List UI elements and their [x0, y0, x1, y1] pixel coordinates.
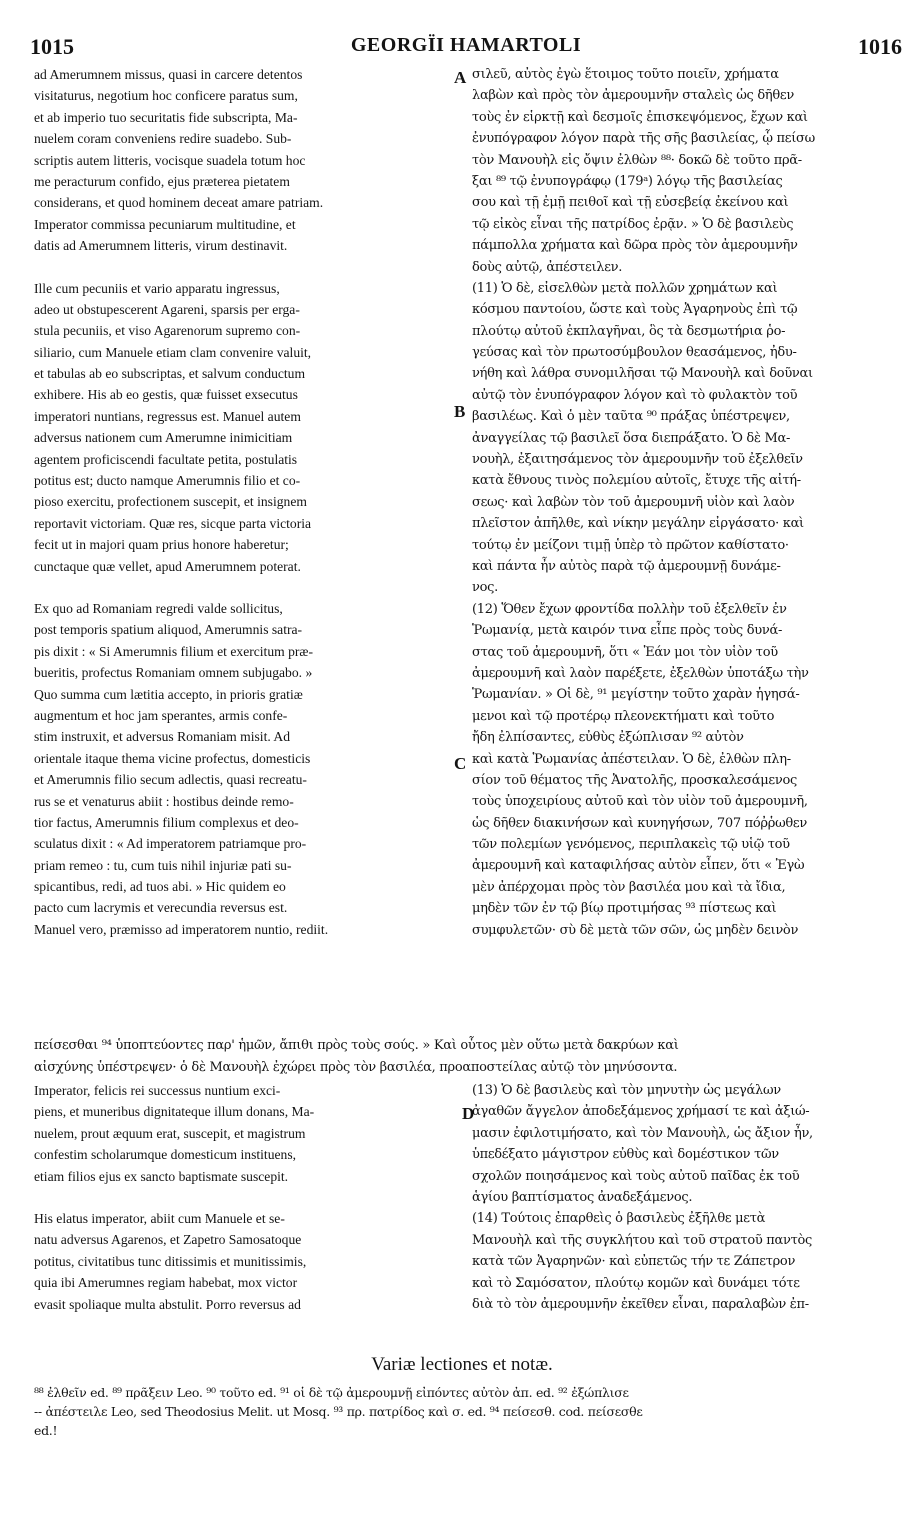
latin-text-line: siliario, cum Manuele etiam clam convenire valuit,: [34, 344, 312, 360]
greek-text-line: νήθη καὶ λάθρα συνομιλῆσαι τῷ Μανουὴλ καὶ δοῦναι: [472, 366, 813, 382]
latin-text-line: Ille cum pecuniis et vario apparatu ingressus,: [34, 280, 280, 296]
greek-text-line: σεως· καὶ λαβὼν τὸν τοῦ ἀμερουμνῆ υἱὸν καὶ λαὸν: [472, 494, 795, 510]
margin-marker-a: A: [454, 68, 467, 87]
latin-text-line: scriptis autem litteris, vocisque suadela totum hoc: [34, 152, 306, 168]
greek-text-line: δοὺς αὐτῷ, ἀπέστειλεν.: [472, 259, 623, 275]
greek-text-line: (11) Ὁ δὲ, εἰσελθὼν μετὰ πολλῶν χρημάτων καὶ: [472, 280, 778, 296]
latin-text-line: confestim scholarumque domesticum instituens,: [34, 1147, 297, 1163]
latin-text-line: quia ibi Amerumnes regiam habebat, mox victor: [34, 1275, 298, 1291]
greek-column: [472, 64, 904, 941]
greek-text-line: σχολῶν ποιησάμενος καὶ τοὺς αὐτοῦ παῖδας ἐκ τοῦ: [472, 1168, 800, 1184]
latin-text-line: pacto cum lacrymis et verecundia reversus est.: [34, 900, 288, 916]
greek-text-line: πλούτῳ αὐτοῦ ἐκπλαγῆναι, ὃς τὰ δεσμωτήρια ῥο-: [472, 323, 786, 339]
latin-text-line: rus se et venaturus abiit : hostibus deinde remo-: [34, 793, 294, 809]
note-line: -- ἀπέστειλε Leo, sed Theodosius Melit. ut Mosq. ⁹³ πρ. πατρίδος καὶ σ. ed. ⁹⁴ πείσεσθ. cod. πείσεσθε: [34, 1404, 643, 1419]
latin-text-line: stim instruxit, et adversus Romaniam misit. Ad: [34, 729, 291, 745]
full-width-line: πείσεσθαι ⁹⁴ ὑποπτεύοντες παρ' ἡμῶν, ἄπιθι πρὸς τοὺς σούς. » Καὶ οὗτος μὲν οὕτω μετὰ δακρύων καὶ: [34, 1038, 679, 1053]
paragraph-gap: [34, 1187, 454, 1208]
greek-text-line: σίον τοῦ θέματος τῆς Ἀνατολῆς, προσκαλεσάμενος: [472, 772, 797, 788]
greek-text-line: ἐνυπόγραφον λόγον παρὰ τῆς σῆς βασιλείας, ᾧ πείσω: [472, 131, 815, 147]
greek-text-line: βασιλέως. Καὶ ὁ μὲν ταῦτα ⁹⁰ πράξας ὑπέστρεψεν,: [472, 409, 790, 425]
latin-text-line: orientale itaque thema vicine profectus, domesticis: [34, 750, 311, 766]
running-header: [30, 34, 902, 60]
margin-marker-c: C: [454, 754, 467, 773]
greek-text-line: σιλεῦ, αὐτὸς ἐγὼ ἕτοιμος τοῦτο ποιεῖν, χρήματα: [472, 67, 779, 82]
latin-text-line: post temporis spatium aliquod, Amerumnis satra-: [34, 622, 303, 638]
greek-text-line: τῶν πολεμίων γενόμενος, περιπλακεὶς τῷ υἱῷ τοῦ: [472, 837, 790, 853]
greek-text-line: ἤδη ἐλπίσαντες, εὐθὺς ἐξώπλισαν ⁹² αὐτὸν: [472, 730, 744, 746]
latin-text-line: datis ad Amerumnem litteris, virum destinavit.: [34, 238, 288, 254]
paragraph-gap: [34, 257, 454, 278]
latin-text-line: cunctaque quæ vellet, apud Amerumnem poterat.: [34, 558, 301, 574]
latin-column-lower: [34, 1080, 454, 1315]
greek-text-line: Ῥωμανίαν. » Οἱ δὲ, ⁹¹ μεγίστην τοῦτο χαρὰν ἡγησά-: [472, 687, 800, 703]
latin-text-line: agentem proficiscendi facultate petita, postulatis: [34, 451, 298, 467]
latin-text-line: me peracturum confido, ejus præterea pietatem: [34, 173, 290, 189]
running-title: GEORGÏI HAMARTOLI: [350, 34, 582, 56]
latin-text-line: evasit spoliaque multa abstulit. Porro reversus ad: [34, 1296, 301, 1312]
greek-text-line: μὲν ἀπέρχομαι πρὸς τὸν βασιλέα μου καὶ τὰ ἴδια,: [472, 879, 786, 895]
greek-text-line: ξαι ⁸⁹ τῷ ἐνυπογράφῳ (179ᵃ) λόγῳ τῆς βασιλείας: [472, 173, 783, 189]
greek-text-line: κόσμου παντοίου, ὥστε καὶ τοὺς Ἀγαρηνοὺς ἐπὶ τῷ: [472, 302, 798, 318]
greek-text-line: διὰ τὸ τὸν ἀμερουμνῆν ἐκεῖθεν εἶναι, παραλαβὼν ἐπ-: [472, 1296, 809, 1312]
greek-text-line: Ῥωμανίᾳ, μετὰ καιρόν τινα εἶπε πρὸς τοὺς δυνά-: [472, 623, 783, 639]
latin-text-line: nuelem coram conveniens redire suadebo. Sub-: [34, 131, 292, 147]
greek-text-line: (12) Ὅθεν ἔχων φροντίδα πολλὴν τοῦ ἐξελθεῖν ἐν: [472, 601, 787, 617]
latin-text-line: augmentum et hoc jam sperantes, armis confe-: [34, 707, 288, 723]
greek-text-line: (14) Τούτοις ἐπαρθεὶς ὁ βασιλεὺς ἐξῆλθε μετὰ: [472, 1211, 766, 1227]
greek-text-line: λαβὼν καὶ πρὸς τὸν ἀμερουμνῆν σταλεὶς ὡς δῆθεν: [472, 88, 794, 104]
latin-text-line: etiam filios ejus ex sancto baptismate suscepit.: [34, 1168, 289, 1184]
latin-text-line: tior factus, Amerumnis filium complexus et deo-: [34, 814, 299, 830]
latin-column: [34, 64, 454, 940]
full-width-line: αἰσχύνης ὑπέστρεψεν· ὁ δὲ Μανουὴλ ἐχώρει πρὸς τὸν βασιλέα, προαποστείλας αὐτῷ τὸν μηνύσοντα.: [34, 1060, 678, 1075]
greek-text-line: νος.: [472, 580, 498, 596]
greek-text-line: αὐτῷ τὸν ἐνυπόγραφον λόγον καὶ τὸ φυλακτὸν τοῦ: [472, 387, 798, 403]
latin-text-line: considerans, et quod hominem deceat amare patriam.: [34, 195, 324, 211]
greek-text-line: ὑπεδέξατο μάγιστρον εὐθὺς καὶ δομέστικον τῶν: [472, 1147, 779, 1163]
latin-text-line: sculatus dixit : « Ad imperatorem patriamque pro-: [34, 836, 307, 852]
greek-text-line: ἀμερουμνῆ καὶ καταφιλήσας αὐτὸν εἶπεν, ὅτι « Ἐγὼ: [472, 858, 805, 874]
note-line: ed.!: [34, 1423, 58, 1438]
latin-text-line: Manuel vero, præmisso ad imperatorem nuntio, rediit.: [34, 921, 329, 937]
latin-text-line: Ex quo ad Romaniam regredi valde sollicitus,: [34, 600, 283, 616]
greek-text-line: Μανουὴλ καὶ τῆς συγκλήτου καὶ τοῦ στρατοῦ παντὸς: [472, 1232, 813, 1248]
page-number-left: 1015: [30, 34, 74, 59]
greek-text-line: τοὺς ἐν εἱρκτῇ καὶ δεσμοῖς ἐπισκεψόμενος, ἔχων καὶ: [472, 109, 808, 125]
greek-text-line: ἀμερουμνῆ καὶ λαὸν παρέξετε, ἐξελθὼν ὑποτάξω τὴν: [472, 665, 809, 681]
greek-text-line: σου καὶ τῇ ἐμῇ πειθοῖ καὶ τῇ εὐσεβείᾳ ἐκείνου καὶ: [472, 195, 789, 211]
greek-text-line: κατὰ τῶν Ἀγαρηνῶν· καὶ εὐπετῶς τήν τε Ζάπετρον: [472, 1254, 796, 1270]
notes-heading: Variæ lectiones et notæ.: [371, 1354, 553, 1375]
paragraph-gap: [34, 577, 454, 598]
latin-text-line: Quo summa cum lætitia accepto, in prioris gratiæ: [34, 686, 303, 702]
latin-text-line: priam remeo : tu, cum tuis nihil injuriæ pati su-: [34, 857, 292, 873]
latin-text-line: Imperator commissa pecuniarum multitudine, et: [34, 216, 296, 232]
greek-text-line: τὸν Μανουὴλ εἰς ὄψιν ἐλθὼν ⁸⁸· δοκῶ δὲ τοῦτο πρᾶ-: [472, 152, 802, 168]
greek-text-line: συμφυλετῶν· σὺ δὲ μετὰ τῶν σῶν, ὡς μηδὲν δεινὸν: [472, 922, 799, 938]
greek-text-line: ἀναγγείλας τῷ βασιλεῖ ὅσα διεπράξατο. Ὁ δὲ Μα-: [472, 430, 791, 446]
margin-marker-b: B: [454, 402, 466, 421]
margin-marker-d: D: [462, 1104, 475, 1123]
latin-text-line: Imperator, felicis rei successus nuntium exci-: [34, 1083, 281, 1098]
latin-text-line: potitus est; ducto namque Amerumnis filio et co-: [34, 473, 301, 489]
greek-text-line: κατὰ ἔθνους τινὸς πολεμίου αὐτοῖς, ἔτυχε τῆς αἰτή-: [472, 473, 801, 489]
latin-text-line: et ab imperio tuo securitatis fide subscripta, Ma-: [34, 109, 298, 125]
latin-text-line: natu adversus Agarenos, et Zapetro Samosatoque: [34, 1232, 302, 1248]
greek-text-line: μασιν ἐφιλοτιμήσατο, καὶ τὸν Μανουὴλ, ὡς ἄξιον ἦν,: [472, 1125, 813, 1141]
latin-text-line: exhibere. His ab eo gestis, quæ fuisset exsecutus: [34, 387, 298, 403]
latin-text-line: bueritis, profectus Romaniam omnem subjugabo. »: [34, 665, 313, 681]
latin-text-line: ad Amerumnem missus, quasi in carcere detentos: [34, 67, 303, 82]
latin-text-line: stula pecuniis, et viso Agarenorum supremo con-: [34, 323, 301, 339]
latin-text-line: adversus nationem cum Amerumne inimicitiam: [34, 430, 293, 446]
greek-text-line: τούτῳ ἐν μείζονι τιμῇ ὑπὲρ τὸ πρῶτον καθίστατο·: [472, 537, 789, 553]
greek-text-line: καὶ πάντα ἦν αὐτὸς παρὰ τῷ ἀμερουμνῇ δυνάμε-: [472, 558, 781, 574]
latin-text-line: spicantibus, redi, ad tuos abi. » Hic quidem eo: [34, 879, 286, 895]
greek-text-line: νουὴλ, ἐξαιτησάμενος τὸν ἀμερουμνῆν τοῦ ἐξελθεῖν: [472, 452, 803, 468]
greek-text-line: (13) Ὁ δὲ βασιλεὺς καὶ τὸν μηνυτὴν ὡς μεγάλων: [472, 1083, 781, 1098]
greek-text-line: τοὺς ὑποχειρίους αὐτοῦ καὶ τὸν υἱὸν τοῦ ἀμερουμνῆ,: [472, 794, 808, 810]
page-number-right: 1016: [858, 34, 902, 59]
latin-text-line: nuelem, prout æquum erat, suscepit, et magistrum: [34, 1125, 306, 1141]
latin-text-line: piens, et muneribus dignitateque illum donans, Ma-: [34, 1104, 315, 1120]
greek-text-line: μενοι καὶ τῷ προτέρῳ πλεονεκτήματι καὶ τοῦτο: [472, 708, 775, 724]
latin-text-line: pioso exercitu, profectionem suscepit, et insignem: [34, 494, 307, 510]
greek-text-line: τῷ εἰκὸς εἶναι τῆς πατρίδος ἐρᾷν. » Ὁ δὲ βασιλεὺς: [472, 216, 794, 232]
latin-text-line: adeo ut obstupescerent Agareni, sparsis per erga-: [34, 301, 300, 317]
latin-text-line: et Amerumnis filio secum adlectis, quasi recreatu-: [34, 772, 307, 788]
greek-column-lower: [472, 1080, 904, 1315]
greek-text-line: ἀγαθῶν ἄγγελον ἀποδεξάμενος χρήμασί τε καὶ ἀξιώ-: [472, 1104, 810, 1120]
latin-text-line: pis dixit : « Si Amerumnis filium et exercitum præ-: [34, 643, 314, 659]
greek-text-line: πάμπολλα χρήματα καὶ δῶρα πρὸς τὸν ἀμερουμνῆν: [472, 238, 798, 254]
greek-text-line: ἁγίου βαπτίσματος ἀναδεξάμενος.: [472, 1189, 693, 1205]
latin-text-line: reportavit victoriam. Quæ res, sicque parta victoria: [34, 515, 312, 531]
greek-text-line: πλεῖστον ἀπῆλθε, καὶ νίκην μεγάλην εἰργάσατο· καὶ: [472, 516, 804, 532]
latin-text-line: fecit ut in majori quam prius honore haberetur;: [34, 537, 289, 553]
latin-text-line: potitus, civitatibus tunc ditissimis et munitissimis,: [34, 1253, 307, 1269]
greek-text-line: ὡς δῆθεν διακινήσων καὶ κυνηγήσων, 707 πόῤῥωθεν: [472, 815, 807, 831]
greek-text-line: καὶ τὸ Σαμόσατον, πλούτῳ κομῶν καὶ δυνάμει τότε: [472, 1275, 800, 1291]
note-line: ⁸⁸ ἐλθεῖν ed. ⁸⁹ πρᾶξειν Leo. ⁹⁰ τοῦτο ed. ⁹¹ οἱ δὲ τῷ ἀμερουμνῇ εἰπόντες αὐτὸν ἀπ. ed. ⁹² ἐξώπλισε: [34, 1385, 629, 1400]
latin-text-line: et tabulas ab eo subscriptas, et salvum conductum: [34, 366, 306, 382]
greek-text-line: μηδὲν τῶν ἐν τῷ βίῳ προτιμήσας ⁹³ πίστεως καὶ: [472, 901, 777, 917]
latin-text-line: His elatus imperator, abiit cum Manuele et se-: [34, 1210, 285, 1226]
latin-text-line: visitaturus, negotium hoc conficere paratus sum,: [34, 88, 298, 104]
greek-text-line: καὶ κατὰ Ῥωμανίας ἀπέστειλαν. Ὁ δὲ, ἐλθὼν πλη-: [472, 751, 791, 767]
latin-text-line: imperatori nuntians, regressus est. Manuel autem: [34, 408, 301, 424]
greek-text-line: στας τοῦ ἀμερουμνῆ, ὅτι « Ἐάν μοι τὸν υἱὸν τοῦ: [472, 644, 778, 660]
greek-text-line: γεύσας καὶ τὸν πρωτοσύμβουλον θεασάμενος, ἠδυ-: [472, 345, 797, 361]
